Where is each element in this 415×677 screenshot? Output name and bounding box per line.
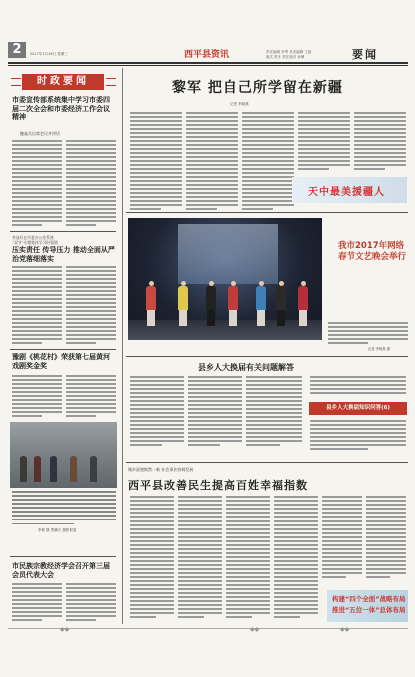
article-body xyxy=(274,496,318,620)
masthead-logo: 西平县资讯 xyxy=(184,50,230,60)
person-figure xyxy=(34,456,41,482)
bottom-headline[interactable]: 西平县改善民生提高百姓幸福指数 xyxy=(128,479,308,492)
article-body xyxy=(354,112,406,172)
divider xyxy=(126,462,408,463)
performer xyxy=(298,281,308,326)
article-body xyxy=(188,376,242,448)
article-body xyxy=(310,376,406,396)
editor-credits-line: 责任编辑 李琴 美术编辑 王晶 xyxy=(266,50,312,54)
performer xyxy=(276,281,286,326)
header-rule xyxy=(8,62,408,64)
performer xyxy=(146,281,156,326)
main-headline[interactable]: 黎军 把自己所学留在新疆 xyxy=(172,80,343,96)
slogan-text: 构建“四个全面”战略布局 推进“五位一体”总体布局 xyxy=(332,595,406,614)
qa-headline[interactable]: 县乡人大换届有关问题解答 xyxy=(198,363,294,372)
article-body xyxy=(12,375,62,419)
photo-caption xyxy=(328,322,408,346)
header-rule-thin xyxy=(8,65,408,66)
photo-credit: 记者 李晓燕 摄 xyxy=(368,347,390,351)
photo-news-title[interactable]: 我市2017年网络春节文艺晚会举行 xyxy=(338,241,407,262)
photo-caption xyxy=(12,491,116,527)
left-headline-2[interactable]: 压实责任 传导压力 推动全面从严治党落细落实 xyxy=(12,245,115,263)
footer-ornament: ◆◆ xyxy=(60,626,70,633)
left-headline-1[interactable]: 市委宣传部系统集中学习市委四届二次全会和市委经济工作会议精神 xyxy=(12,95,110,121)
person-figure xyxy=(20,456,27,482)
person-figure xyxy=(70,456,77,482)
article-body xyxy=(226,496,270,620)
photo-credit: 李豪 摄 贾鹏天 摄影报道 xyxy=(38,528,77,532)
article-body xyxy=(12,140,62,228)
left-preheadline-2 xyxy=(12,235,58,245)
footer-ornament: ◆◆ xyxy=(340,626,350,633)
article-body xyxy=(66,140,116,228)
date-line: 2017年1月18日 星期三 xyxy=(30,52,68,56)
article-body xyxy=(130,112,182,212)
footer-ornament: ◆◆ xyxy=(250,626,260,633)
editor-credits xyxy=(266,50,311,60)
performer xyxy=(256,281,266,326)
article-body xyxy=(246,376,302,448)
article-body xyxy=(12,583,62,623)
article-body xyxy=(366,496,406,580)
banner-decoration xyxy=(106,78,116,86)
bottom-preheadline: 城乡面貌焕然一新 社会事业协调发展 xyxy=(128,467,194,472)
column-banner: 时政要闻 xyxy=(22,74,104,90)
banner-decoration xyxy=(11,78,21,86)
preheadline-line: 李显旺在市委办公室系统 xyxy=(12,235,54,240)
feature-banner xyxy=(292,177,407,203)
news-photo xyxy=(10,422,117,488)
preheadline-line: “双节”专题集体学习时强调 xyxy=(12,240,58,245)
article-body xyxy=(322,496,362,580)
person-figure xyxy=(50,456,57,482)
person-figure xyxy=(90,456,97,482)
performer xyxy=(228,281,238,326)
article-body xyxy=(66,266,116,346)
slogan-banner xyxy=(327,590,408,622)
page-number: 2 xyxy=(8,42,26,58)
left-headline-4[interactable]: 市民族宗教经济学会召开第三届会员代表大会 xyxy=(12,561,110,579)
performer xyxy=(178,281,188,326)
left-headline-3[interactable]: 豫剧《桃花村》荣获第七届黄河戏剧奖金奖 xyxy=(12,352,110,370)
divider xyxy=(10,349,116,350)
divider xyxy=(10,231,116,232)
article-body xyxy=(12,266,62,346)
article-body xyxy=(298,112,350,172)
article-body xyxy=(242,112,294,212)
byline: 记者 李晓燕 xyxy=(230,102,249,106)
article-body xyxy=(66,583,116,623)
divider xyxy=(126,212,408,213)
section-title: 要闻 xyxy=(352,48,378,61)
left-subheadline-1: 鲍焱关出席会议并讲话 xyxy=(20,131,60,136)
stage-floor xyxy=(128,320,322,340)
column-divider xyxy=(122,68,123,624)
article-body xyxy=(186,112,238,212)
qa-series-tag: 县乡人大换届知识问答(6) xyxy=(309,402,407,415)
editor-credits-line: 版式 张冬 责任校对 孙琳 xyxy=(266,55,305,59)
article-body xyxy=(310,420,406,452)
performer xyxy=(206,281,216,326)
article-body xyxy=(130,376,184,448)
article-body xyxy=(66,375,116,419)
article-body xyxy=(178,496,222,620)
gala-photo xyxy=(128,218,322,340)
stage-screen xyxy=(178,224,278,284)
feature-banner-text: 天中最美援疆人 xyxy=(308,187,385,198)
divider xyxy=(10,556,116,557)
divider xyxy=(126,356,408,357)
article-body xyxy=(130,496,174,620)
